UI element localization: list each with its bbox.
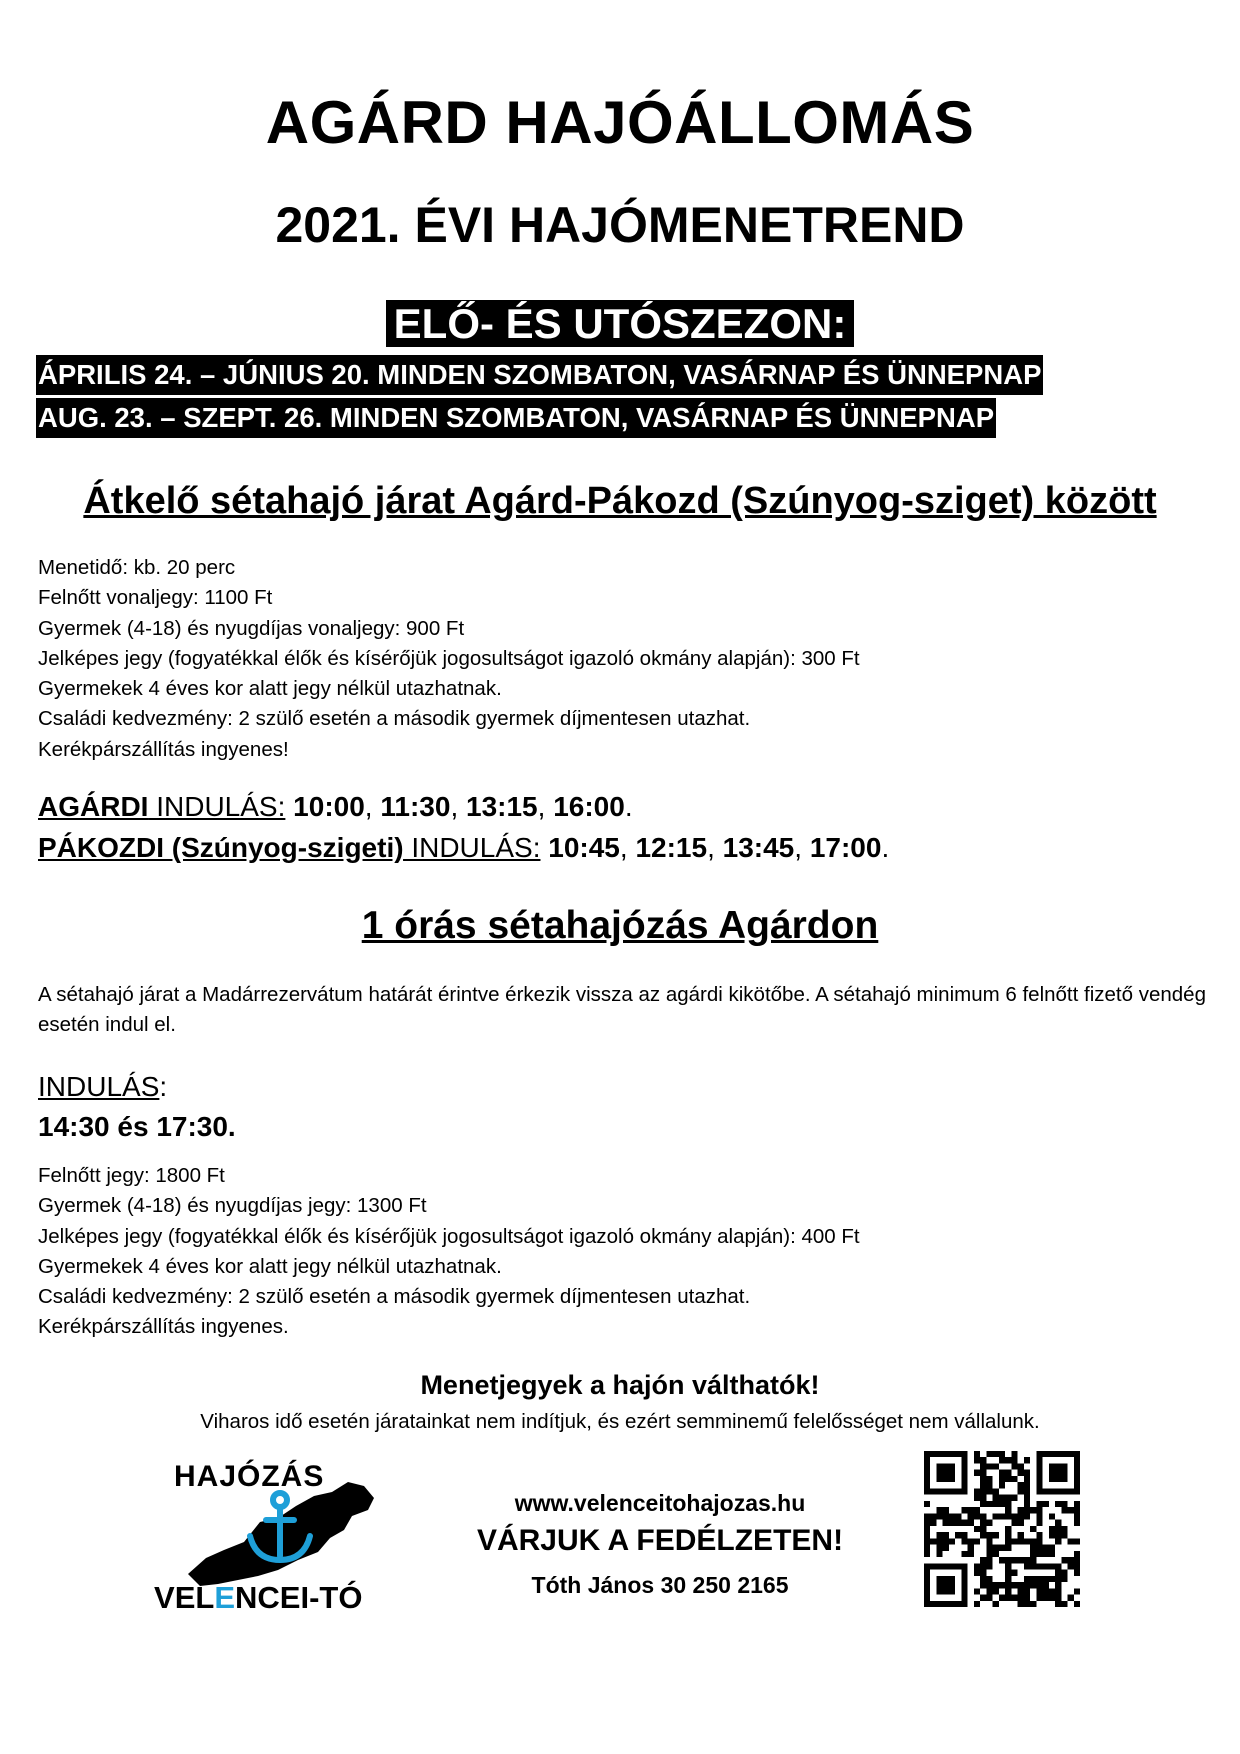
tour-info-item: Jelképes jegy (fogyatékkal élők és kísérőjük jogosultságot igazoló okmány alapján): 400 Ft [38, 1224, 860, 1248]
tour-heading: 1 órás sétahajózás Agárdon [361, 904, 879, 947]
crossing-info-item: Kerékpárszállítás ingyenes! [38, 737, 289, 761]
page-subtitle: 2021. ÉVI HAJÓMENETREND [275, 197, 965, 253]
tour-departure-times: 14:30 és 17:30. [38, 1111, 236, 1142]
tour-info-item: Felnőtt jegy: 1800 Ft [38, 1164, 225, 1187]
departure-label: INDULÁS: [403, 832, 541, 863]
season-period-1: ÁPRILIS 24. – JÚNIUS 20. MINDEN SZOMBATON, VASÁRNAP ÉS ÜNNEPNAP [36, 355, 1043, 395]
crossing-info-item: Gyermek (4-18) és nyugdíjas vonaljegy: 900 Ft [38, 616, 465, 640]
tour-info-item: Gyermekek 4 éves kor alatt jegy nélkül utazhatnak. [38, 1254, 502, 1278]
departure-time: 13:15 [466, 791, 538, 822]
tour-departure-label: INDULÁS: [38, 1071, 168, 1102]
tour-info-list [38, 1161, 860, 1343]
pakozd-departures: PÁKOZDI (Szúnyog-szigeti) INDULÁS: 10:45, 12:15, 13:45, 17:00. [38, 832, 890, 863]
departure-time: 13:45 [722, 832, 795, 863]
logo-bottom-text: VELENCEI-TÓ [154, 1580, 363, 1612]
departure-time: 10:00 [293, 791, 365, 822]
departure-time: 16:00 [553, 791, 625, 822]
tour-departure-label-text: INDULÁS [38, 1071, 160, 1102]
qr-code-icon [924, 1451, 1080, 1607]
crossing-info-item: Menetidő: kb. 20 perc [38, 556, 236, 579]
departure-time: 12:15 [635, 832, 708, 863]
crossing-info-item: Jelképes jegy (fogyatékkal élők és kísérőjük jogosultságot igazoló okmány alapján): 300 Ft [38, 646, 860, 670]
ticket-notice: Menetjegyek a hajón válthatók! [420, 1370, 820, 1400]
departure-label: INDULÁS: [148, 791, 286, 822]
logo-top-text: HAJÓZÁS [174, 1460, 325, 1493]
weather-disclaimer: Viharos idő esetén járatainkat nem indítjuk, és ezért semminemű felelősséget nem vállalunk. [200, 1410, 1040, 1433]
contact-phone: Tóth János 30 250 2165 [531, 1572, 789, 1598]
velencei-to-logo [148, 1452, 398, 1612]
tour-info-item: Gyermek (4-18) és nyugdíjas jegy: 1300 Ft [38, 1194, 427, 1218]
departure-place: PÁKOZDI (Szúnyog-szigeti) [38, 832, 404, 863]
website-url: www.velenceitohajozas.hu [514, 1490, 806, 1516]
season-heading-text: ELŐ- ÉS UTÓSZEZON: [386, 300, 855, 347]
departure-place: AGÁRDI [38, 791, 149, 822]
tour-description: A sétahajó járat a Madárrezervátum határát érintve érkezik vissza az agárdi kikötőbe. A sétahajó minimum 6 felnőtt fizető vendég esetén indul el. [38, 983, 1206, 1036]
crossing-info-list [38, 553, 860, 765]
departure-time: 10:45 [548, 832, 620, 863]
season-heading [0, 300, 1240, 348]
departure-time: 11:30 [380, 791, 451, 822]
season-period-2: AUG. 23. – SZEPT. 26. MINDEN SZOMBATON, VASÁRNAP ÉS ÜNNEPNAP [36, 398, 996, 438]
departure-time: 17:00 [809, 832, 882, 863]
page-title: AGÁRD HAJÓÁLLOMÁS [265, 89, 975, 156]
welcome-text: VÁRJUK A FEDÉLZETEN! [476, 1524, 844, 1557]
agard-departures: AGÁRDI INDULÁS: 10:00, 11:30, 13:15, 16:00. [38, 791, 633, 822]
crossing-info-item: Családi kedvezmény: 2 szülő esetén a második gyermek díjmentesen utazhat. [38, 707, 751, 731]
crossing-info-item: Gyermekek 4 éves kor alatt jegy nélkül utazhatnak. [38, 677, 502, 701]
crossing-heading: Átkelő sétahajó járat Agárd-Pákozd (Szúnyog-sziget) között [83, 480, 1157, 522]
tour-info-item: Kerékpárszállítás ingyenes. [38, 1315, 289, 1339]
tour-info-item: Családi kedvezmény: 2 szülő esetén a második gyermek díjmentesen utazhat. [38, 1285, 751, 1309]
crossing-info-item: Felnőtt vonaljegy: 1100 Ft [38, 586, 273, 610]
